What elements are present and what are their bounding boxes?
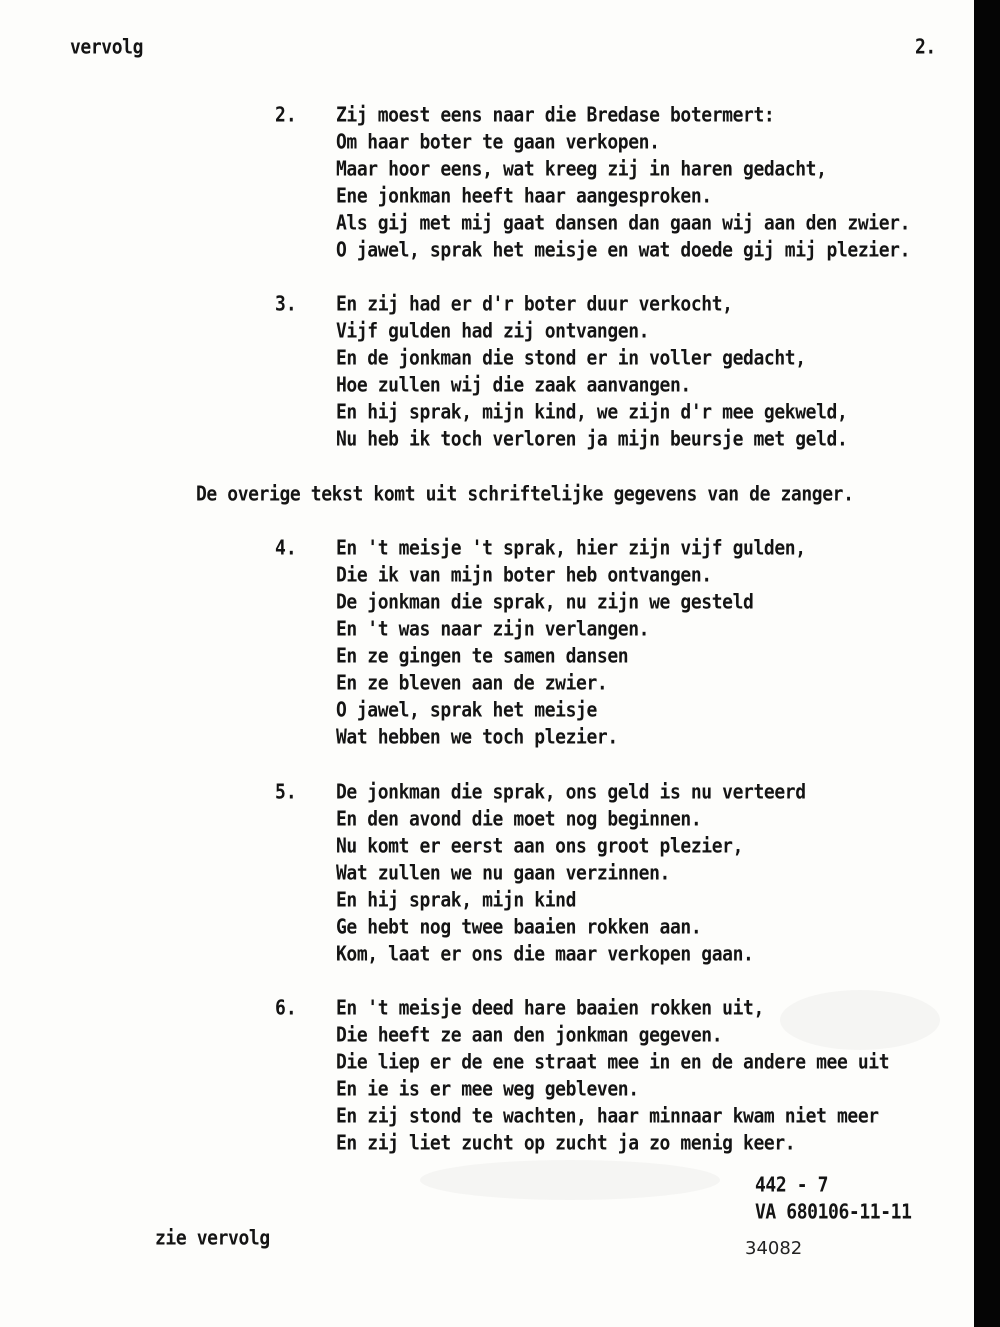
verse-line: Zij moest eens naar die Bredase botermert: bbox=[336, 103, 775, 127]
verse-line: En zij had er d'r boter duur verkocht, bbox=[336, 292, 733, 316]
archive-code: VA 680106-11-11 bbox=[755, 1200, 912, 1224]
continued-footer-label: zie vervolg bbox=[155, 1226, 270, 1250]
verse-line: Maar hoor eens, wat kreeg zij in haren gedacht, bbox=[336, 157, 827, 181]
verse-line: En hij sprak, mijn kind, we zijn d'r mee gekweld, bbox=[336, 400, 848, 424]
verse-line: O jawel, sprak het meisje en wat doede gij mij plezier. bbox=[336, 238, 911, 262]
verse-line: En ze bleven aan de zwier. bbox=[336, 671, 608, 695]
verse-line: De jonkman die sprak, nu zijn we gesteld bbox=[336, 590, 754, 614]
verse-line: En zij stond te wachten, haar minnaar kwam niet meer bbox=[336, 1104, 879, 1128]
stanza-number: 2. bbox=[275, 103, 297, 127]
verse-line: En ze gingen te samen dansen bbox=[336, 644, 629, 668]
verse-line: Nu heb ik toch verloren ja mijn beursje met geld. bbox=[336, 427, 848, 451]
verse-line: Als gij met mij gaat dansen dan gaan wij aan den zwier. bbox=[336, 211, 911, 235]
verse-line: Vijf gulden had zij ontvangen. bbox=[336, 319, 650, 343]
page-number: 2. bbox=[915, 35, 936, 59]
stanza-number: 5. bbox=[275, 780, 297, 804]
verse-line: En hij sprak, mijn kind bbox=[336, 888, 577, 912]
header-continued-label: vervolg bbox=[70, 35, 144, 59]
paper-stain bbox=[780, 990, 940, 1050]
verse-line: Die heeft ze aan den jonkman gegeven. bbox=[336, 1023, 723, 1047]
verse-line: Ene jonkman heeft haar aangesproken. bbox=[336, 184, 712, 208]
verse-line: En 't meisje 't sprak, hier zijn vijf gulden, bbox=[336, 536, 806, 560]
verse-line: Nu komt er eerst aan ons groot plezier, bbox=[336, 834, 744, 858]
verse-line: O jawel, sprak het meisje bbox=[336, 698, 597, 722]
paper-stain bbox=[420, 1160, 720, 1200]
verse-line: Ge hebt nog twee baaien rokken aan. bbox=[336, 915, 702, 939]
stanza-number: 4. bbox=[275, 536, 297, 560]
source-note: De overige tekst komt uit schriftelijke gegevens van de zanger. bbox=[196, 482, 854, 506]
verse-line: Wat hebben we toch plezier. bbox=[336, 725, 618, 749]
stanza-number: 6. bbox=[275, 996, 297, 1020]
verse-line: En 't meisje deed hare baaien rokken uit, bbox=[336, 996, 764, 1020]
scan-border bbox=[974, 0, 1000, 1327]
verse-line: En den avond die moet nog beginnen. bbox=[336, 807, 702, 831]
verse-line: En ie is er mee weg gebleven. bbox=[336, 1077, 639, 1101]
verse-line: De jonkman die sprak, ons geld is nu verteerd bbox=[336, 780, 806, 804]
stanza-number: 3. bbox=[275, 292, 297, 316]
archive-number: 34082 bbox=[745, 1238, 803, 1259]
verse-line: Die ik van mijn boter heb ontvangen. bbox=[336, 563, 712, 587]
verse-line: Hoe zullen wij die zaak aanvangen. bbox=[336, 373, 691, 397]
verse-line: En de jonkman die stond er in voller gedacht, bbox=[336, 346, 806, 370]
verse-line: Die liep er de ene straat mee in en de andere mee uit bbox=[336, 1050, 890, 1074]
archive-code: 442 - 7 bbox=[755, 1173, 829, 1197]
verse-line: Om haar boter te gaan verkopen. bbox=[336, 130, 660, 154]
verse-line: En zij liet zucht op zucht ja zo menig keer. bbox=[336, 1131, 796, 1155]
verse-line: Kom, laat er ons die maar verkopen gaan. bbox=[336, 942, 754, 966]
verse-line: En 't was naar zijn verlangen. bbox=[336, 617, 650, 641]
verse-line: Wat zullen we nu gaan verzinnen. bbox=[336, 861, 670, 885]
